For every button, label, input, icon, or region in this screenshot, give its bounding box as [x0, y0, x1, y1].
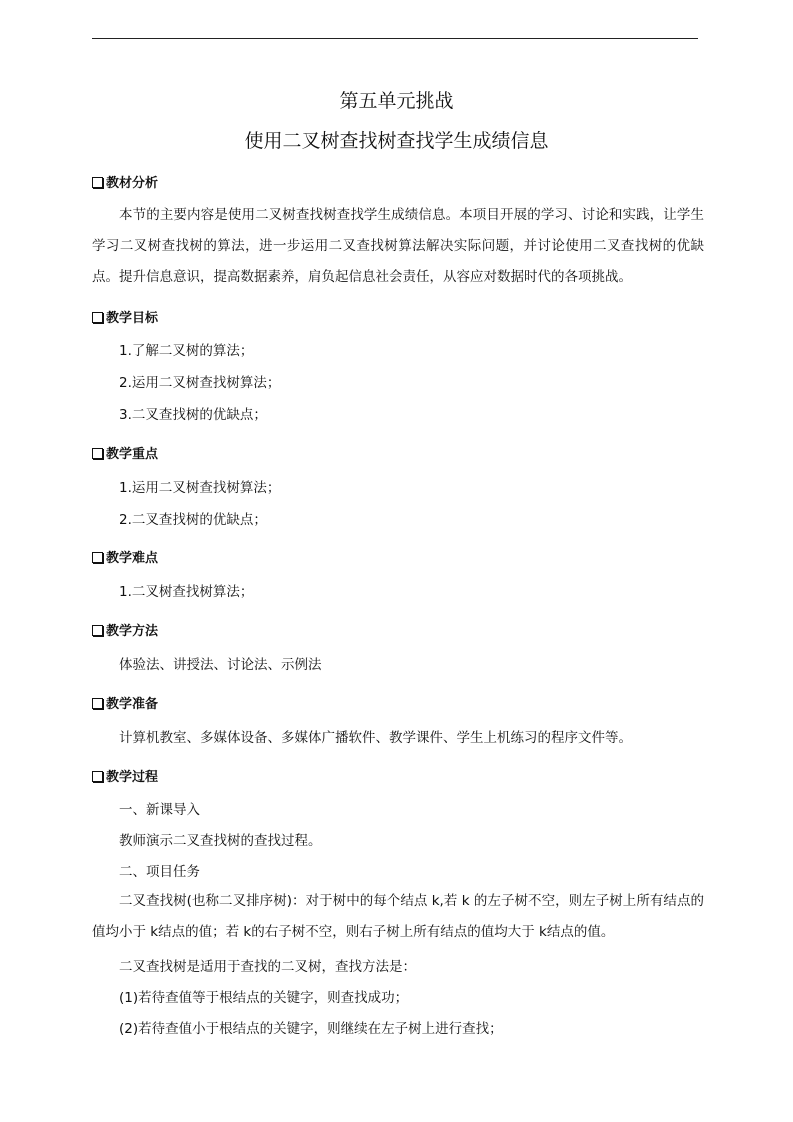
methods-text: 体验法、讲授法、讨论法、示例法 — [119, 657, 322, 673]
section-heading-process: 教学过程 — [92, 766, 158, 785]
document-subtitle: 使用二叉树查找树查找学生成绩信息 — [244, 130, 549, 152]
checkbox-icon — [92, 448, 103, 459]
difficulty-item: 1.二叉树查找树算法； — [119, 584, 254, 600]
checkbox-icon — [92, 177, 103, 188]
checkbox-icon — [92, 771, 103, 782]
header-rule — [92, 38, 698, 39]
process-text: 二叉查找树是适用于查找的二叉树，查找方法是： — [119, 959, 416, 975]
process-step-heading: 一、新课导入 — [119, 802, 200, 818]
section-heading-key-points: 教学重点 — [92, 443, 158, 462]
section-heading-preparation: 教学准备 — [92, 693, 158, 712]
section-heading-difficulties: 教学难点 — [92, 547, 158, 566]
process-step-heading: 二、项目任务 — [119, 864, 200, 880]
document-title: 第五单元挑战 — [339, 90, 454, 112]
section-heading-goals: 教学目标 — [92, 307, 158, 326]
preparation-text: 计算机教室、多媒体设备、多媒体广播软件、教学课件、学生上机练习的程序文件等。 — [119, 730, 632, 746]
analysis-paragraph: 本节的主要内容是使用二叉树查找树查找学生成绩信息。本项目开展的学习、讨论和实践，让学生学习二叉树查找树的算法，进一步运用二叉查找树算法解决实际问题，并讨论使用二叉查找树的优缺点。提升信息意识，提高数据素养，肩负起信息社会责任，从容应对数据时代的各项挑战。 — [92, 207, 704, 285]
checkbox-icon — [92, 698, 103, 709]
search-rule: (2)若待查值小于根结点的关键字，则继续在左子树上进行查找； — [119, 1021, 503, 1037]
section-heading-analysis: 教材分析 — [92, 172, 158, 191]
key-point-item: 1.运用二叉树查找树算法； — [119, 480, 281, 496]
goal-item: 3.二叉查找树的优缺点； — [119, 407, 267, 423]
definition-paragraph: 二叉查找树(也称二叉排序树)：对于树中的每个结点 k,若 k 的左子树不空，则左子树上所有结点的值均小于 k结点的值；若 k的右子树不空，则右子树上所有结点的值均大于 k结点的值。 — [92, 893, 704, 940]
checkbox-icon — [92, 625, 103, 636]
search-rule: (1)若待查值等于根结点的关键字，则查找成功； — [119, 990, 409, 1006]
process-text: 教师演示二叉查找树的查找过程。 — [119, 833, 322, 849]
checkbox-icon — [92, 552, 103, 563]
checkbox-icon — [92, 312, 103, 323]
key-point-item: 2.二叉查找树的优缺点； — [119, 512, 267, 528]
goal-item: 2.运用二叉树查找树算法； — [119, 375, 281, 391]
section-heading-methods: 教学方法 — [92, 620, 158, 639]
goal-item: 1.了解二叉树的算法； — [119, 343, 254, 359]
